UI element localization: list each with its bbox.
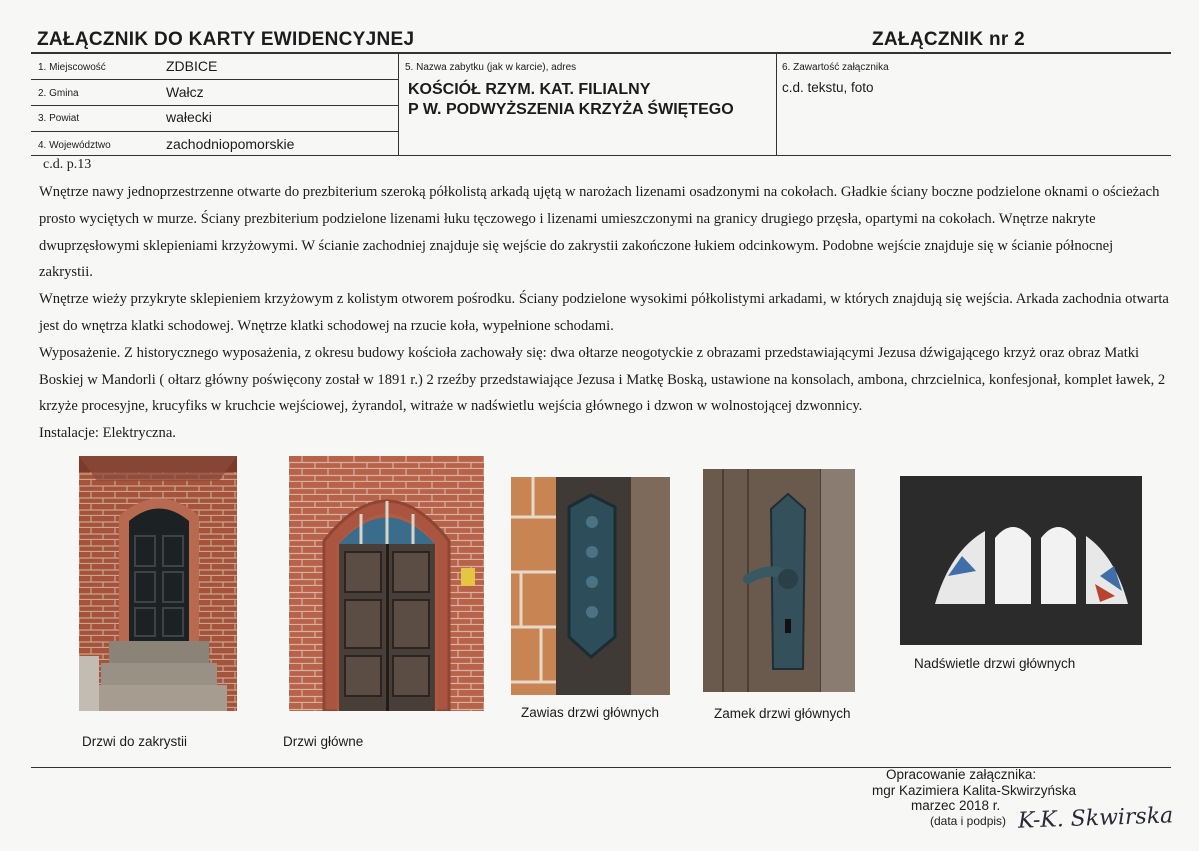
caption-sacristy-door: Drzwi do zakrystii <box>82 734 188 749</box>
photo-transom <box>900 476 1142 645</box>
caption-hinge: Zawias drzwi głównych <box>521 705 660 720</box>
field-label: 4. Województwo <box>38 140 111 151</box>
header-rule <box>31 52 1171 54</box>
prepared-by-label: Opracowanie załącznika: <box>886 767 1037 782</box>
contents-value: c.d. tekstu, foto <box>782 80 874 95</box>
paragraph-installations: Instalacje: Elektryczna. <box>39 425 176 442</box>
field-label: 2. Gmina <box>38 88 79 99</box>
paragraph-tower: Wnętrze wieży przykryte sklepieniem krzyżowym z kolistym otworem pośrodku. Ściany podzielone wysokimi półkolistymi arkadami, w których znajdują się wejścia. Arkada zachodnia otwarta jest do wnętrza klatki schodowej. Wnętrze klatki schodowej na rzucie koła, wypełnione schodami. <box>39 291 1169 334</box>
row-divider <box>31 131 398 132</box>
caption-main-door: Drzwi główne <box>283 734 364 749</box>
attachment-title: ZAŁĄCZNIK DO KARTY EWIDENCYJNEJ <box>37 29 415 50</box>
field-value: ZDBICE <box>166 58 218 74</box>
field-value: wałecki <box>166 109 212 125</box>
field-label: 3. Powiat <box>38 113 80 124</box>
lock-image <box>703 469 855 692</box>
photo-lock <box>703 469 855 692</box>
paragraph-nave: Wnętrze nawy jednoprzestrzenne otwarte do prezbiterium szeroką półkolistą arkadą ujętą w narożach lizenami osadzonymi na cokołach. Gładkie ściany boczne podzielone oknami o ościeżach prosto wyciętych w murze. Ściany prezbiterium podzielone lizenami łuku tęczowego i lizenami umieszczonymi na granicy drugiego przęsła, opartymi na cokołach. Wnętrze nakryte dwuprzęsłowymi sklepieniami krzyżowymi. W ścianie zachodniej znajduje się wejście do zakrystii zakończone łukiem odcinkowym. Podobne wejście znajduje się w ścianie północnej zakrystii. <box>39 184 1160 281</box>
handwritten-signature: K-K. Skwirska <box>1017 803 1174 834</box>
field-value: zachodniopomorskie <box>166 136 295 152</box>
column-divider <box>398 53 399 156</box>
date: marzec 2018 r. <box>911 798 1001 813</box>
caption-transom: Nadświetle drzwi głównych <box>914 656 1076 671</box>
monument-name-label: 5. Nazwa zabytku (jak w karcie), adres <box>405 62 577 73</box>
transom-image <box>900 476 1142 645</box>
contents-label: 6. Zawartość załącznika <box>782 62 889 73</box>
page-reference: c.d. p.13 <box>43 157 92 172</box>
photo-sacristy-door <box>79 456 237 711</box>
description-text <box>39 179 1169 447</box>
form-bottom-rule <box>31 155 1171 156</box>
monument-name <box>408 80 734 120</box>
caption-lock: Zamek drzwi głównych <box>714 706 851 721</box>
date-signature-label: (data i podpis) <box>930 813 1007 828</box>
author-name: mgr Kazimiera Kalita-Skwirzyńska <box>872 782 1077 798</box>
row-divider <box>31 105 398 106</box>
monument-name-line1: KOŚCIÓŁ RZYM. KAT. FILIALNY <box>408 81 651 98</box>
monument-name-line2: P W. PODWYŻSZENIA KRZYŻA ŚWIĘTEGO <box>408 101 734 118</box>
hinge-image <box>511 477 670 695</box>
paragraph-furnishings: Wyposażenie. Z historycznego wyposażenia, z okresu budowy kościoła zachowały się: dwa ołtarze neogotyckie z obrazami przedstawiającymi Jezusa dźwigającego krzyż oraz obraz Matki Boskiej w Mandorli ( ołtarz główny poświęcony został w 1891 r.) 2 rzeźby przedstawiające Jezusa i Matkę Boską, ustawione na konsolach, ambona, chrzcielnica, konfesjonał, komplet ławek, 2 krzyże procesyjne, krucyfiks w kruchcie wejściowej, żyrandol, witraże w nadświetlu wejścia głównego i dzwon w wolnostojącej dzwonnicy. <box>39 344 1166 415</box>
photo-hinge <box>511 477 670 695</box>
row-divider <box>31 79 398 80</box>
field-label: 1. Miejscowość <box>38 62 106 73</box>
main-door-image <box>289 456 484 711</box>
attachment-number: ZAŁĄCZNIK nr 2 <box>872 29 1026 50</box>
photo-main-door <box>289 456 484 711</box>
sacristy-door-image <box>79 456 237 711</box>
column-divider <box>776 53 777 156</box>
field-value: Wałcz <box>166 84 204 100</box>
